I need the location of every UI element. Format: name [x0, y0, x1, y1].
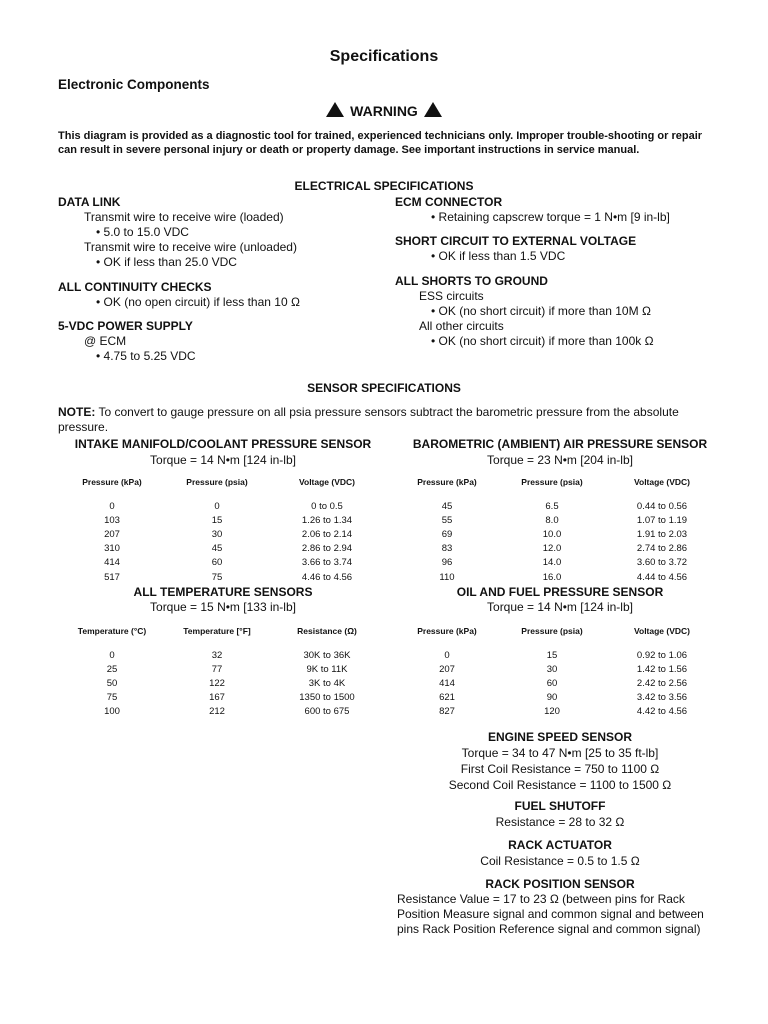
oil-fuel-sensor-torque: Torque = 14 N•m [124 in-lb]	[487, 600, 633, 614]
table-cell: 32	[211, 649, 223, 661]
table-cell: 103	[104, 514, 120, 526]
table-row	[62, 662, 382, 676]
table-cell: 2.42 to 2.56	[636, 677, 688, 689]
table-cell: 0.92 to 1.06	[636, 649, 688, 661]
table-cell: 414	[104, 557, 120, 569]
shorts-ground-other-label: All other circuits	[419, 319, 504, 333]
table-cell: 1350 to 1500	[299, 692, 355, 704]
continuity-value: • OK (no open circuit) if less than 10 Ω	[96, 295, 300, 309]
note-text: To convert to gauge pressure on all psia pressure sensors subtract the barometric pressure from the absolute pressure.	[58, 405, 679, 434]
table-cell: 310	[104, 543, 120, 555]
power-supply-block	[58, 319, 196, 364]
data-link-block	[58, 195, 297, 270]
table-cell: 9K to 11K	[306, 663, 348, 675]
table-cell: 2.74 to 2.86	[636, 543, 688, 555]
table-cell: 83	[441, 543, 453, 555]
table-row	[62, 676, 382, 690]
table-header-cell: Temperature (°C)	[77, 626, 147, 636]
table-row	[62, 499, 382, 513]
table-row	[397, 542, 717, 556]
table-cell: 110	[439, 571, 455, 583]
temperature-sensor-title: ALL TEMPERATURE SENSORS	[133, 585, 313, 599]
table-cell: 25	[106, 663, 118, 675]
table-cell: 4.46 to 4.56	[301, 571, 353, 583]
rack-position-title-wrap	[390, 876, 730, 892]
warning-triangle-icon	[326, 102, 344, 117]
table-row	[397, 648, 717, 662]
data-link-title: DATA LINK	[58, 195, 121, 209]
table-cell: 3.60 to 3.72	[636, 557, 688, 569]
short-external-value: • OK if less than 1.5 VDC	[431, 249, 566, 263]
table-row	[62, 570, 382, 584]
oil-fuel-sensor-title: OIL AND FUEL PRESSURE SENSOR	[456, 585, 664, 599]
warning-label: WARNING	[350, 103, 418, 119]
table-row	[62, 556, 382, 570]
table-cell: 0	[109, 500, 115, 512]
table-cell: 15	[546, 649, 558, 661]
table-cell: 4.44 to 4.56	[636, 571, 688, 583]
table-header-cell: Pressure (kPa)	[82, 477, 142, 487]
section-subtitle: Electronic Components	[58, 77, 210, 92]
table-cell: 60	[546, 677, 558, 689]
table-cell: 2.86 to 2.94	[301, 543, 353, 555]
table-row	[397, 705, 717, 719]
intake-sensor-torque: Torque = 14 N•m [124 in-lb]	[150, 453, 296, 467]
table-cell: 45	[441, 500, 453, 512]
table-cell: 30K to 36K	[303, 649, 351, 661]
table-cell: 600 to 675	[304, 706, 350, 718]
warning-text: This diagram is provided as a diagnostic tool for trained, experienced technicians only. Improper trouble-shooting or repair can result in severe personal injury or death or property damage. See important instructions in service manual.	[58, 130, 703, 156]
table-row	[397, 570, 717, 584]
continuity-title: ALL CONTINUITY CHECKS	[58, 280, 212, 294]
data-link-unloaded-label: Transmit wire to receive wire (unloaded)	[84, 240, 297, 254]
table-cell: 827	[439, 706, 455, 718]
table-cell: 75	[106, 692, 118, 704]
fuel-shutoff-block	[390, 798, 730, 830]
table-header-cell: Pressure (psia)	[521, 626, 583, 636]
power-supply-title: 5-VDC POWER SUPPLY	[58, 319, 193, 333]
table-cell: 0	[444, 649, 450, 661]
table-cell: 2.06 to 2.14	[301, 528, 353, 540]
table-header-cell: Pressure (psia)	[186, 477, 248, 487]
sensor-specs-heading: SENSOR SPECIFICATIONS	[307, 381, 461, 395]
temperature-sensor-torque: Torque = 15 N•m [133 in-lb]	[150, 600, 296, 614]
intake-sensor-title: INTAKE MANIFOLD/COOLANT PRESSURE SENSOR	[74, 437, 372, 451]
rack-position-title: RACK POSITION SENSOR	[485, 877, 635, 891]
ecm-connector-block	[395, 195, 670, 225]
table-cell: 55	[441, 514, 453, 526]
table-cell: 122	[209, 677, 225, 689]
table-cell: 212	[209, 706, 225, 718]
table-cell: 96	[441, 557, 453, 569]
table-cell: 3K to 4K	[308, 677, 346, 689]
table-row	[62, 691, 382, 705]
table-cell: 30	[546, 663, 558, 675]
table-cell: 1.91 to 2.03	[636, 528, 688, 540]
engine-speed-torque: Torque = 34 to 47 N•m [25 to 35 ft-lb]	[461, 746, 659, 760]
table-header-row	[397, 477, 717, 499]
shorts-ground-title: ALL SHORTS TO GROUND	[395, 274, 548, 288]
data-link-loaded-value: • 5.0 to 15.0 VDC	[96, 225, 189, 239]
table-cell: 14.0	[542, 557, 562, 569]
electrical-specs-heading: ELECTRICAL SPECIFICATIONS	[294, 179, 474, 193]
table-row	[397, 676, 717, 690]
page-title: Specifications	[329, 48, 439, 65]
shorts-ground-other-value: • OK (no short circuit) if more than 100k Ω	[431, 334, 654, 348]
table-cell: 77	[211, 663, 223, 675]
temperature-sensor-table	[62, 626, 382, 719]
rack-actuator-title: RACK ACTUATOR	[508, 838, 612, 852]
table-header-cell: Resistance (Ω)	[297, 626, 357, 636]
short-external-title: SHORT CIRCUIT TO EXTERNAL VOLTAGE	[395, 234, 637, 248]
table-row	[62, 542, 382, 556]
table-cell: 3.66 to 3.74	[301, 557, 353, 569]
table-cell: 1.07 to 1.19	[636, 514, 688, 526]
barometric-sensor-table	[397, 477, 717, 584]
table-cell: 30	[211, 528, 223, 540]
fuel-shutoff-resistance: Resistance = 28 to 32 Ω	[495, 815, 625, 829]
table-cell: 517	[104, 571, 120, 583]
warning-heading	[0, 102, 768, 119]
table-cell: 50	[106, 677, 118, 689]
table-row	[397, 513, 717, 527]
rack-position-text: Resistance Value = 17 to 23 Ω (between pins for Rack Position Measure signal and common signal and between pins Rack Position Reference signal and common signal)	[397, 892, 704, 936]
power-supply-location: @ ECM	[84, 334, 127, 348]
table-cell: 4.42 to 4.56	[636, 706, 688, 718]
table-cell: 60	[211, 557, 223, 569]
table-cell: 10.0	[542, 528, 562, 540]
table-row	[397, 499, 717, 513]
table-header-cell: Temperature [°F]	[183, 626, 251, 636]
table-row	[62, 527, 382, 541]
table-cell: 0.44 to 0.56	[636, 500, 688, 512]
continuity-block	[58, 280, 300, 310]
table-cell: 120	[544, 706, 560, 718]
table-cell: 90	[546, 692, 558, 704]
table-cell: 621	[439, 692, 455, 704]
engine-speed-second-coil: Second Coil Resistance = 1100 to 1500 Ω	[448, 778, 672, 792]
table-cell: 69	[441, 528, 453, 540]
table-header-cell: Pressure (psia)	[521, 477, 583, 487]
table-cell: 6.5	[545, 500, 559, 512]
note-paragraph	[58, 405, 720, 435]
table-row	[397, 556, 717, 570]
engine-speed-first-coil: First Coil Resistance = 750 to 1100 Ω	[460, 762, 660, 776]
shorts-ground-block	[395, 274, 654, 349]
table-cell: 0	[214, 500, 220, 512]
shorts-ground-ess-value: • OK (no short circuit) if more than 10M Ω	[431, 304, 651, 318]
table-cell: 1.42 to 1.56	[636, 663, 688, 675]
rack-actuator-resistance: Coil Resistance = 0.5 to 1.5 Ω	[480, 854, 640, 868]
power-supply-value: • 4.75 to 5.25 VDC	[96, 349, 196, 363]
table-row	[62, 648, 382, 662]
ecm-connector-value: • Retaining capscrew torque = 1 N•m [9 in-lb]	[431, 210, 670, 224]
barometric-sensor-torque: Torque = 23 N•m [204 in-lb]	[487, 453, 633, 467]
table-row	[62, 705, 382, 719]
table-row	[397, 662, 717, 676]
table-cell: 12.0	[542, 543, 562, 555]
table-header-cell: Voltage (VDC)	[633, 626, 691, 636]
table-cell: 8.0	[545, 514, 559, 526]
table-cell: 207	[439, 663, 455, 675]
table-cell: 414	[439, 677, 455, 689]
table-cell: 45	[211, 543, 223, 555]
table-header-cell: Voltage (VDC)	[633, 477, 691, 487]
data-link-unloaded-value: • OK if less than 25.0 VDC	[96, 255, 237, 269]
table-cell: 16.0	[542, 571, 562, 583]
barometric-sensor-title: BAROMETRIC (AMBIENT) AIR PRESSURE SENSOR	[412, 437, 708, 451]
table-cell: 0 to 0.5	[311, 500, 343, 512]
table-header-row	[62, 626, 382, 648]
table-cell: 15	[211, 514, 223, 526]
table-header-cell: Pressure (kPa)	[417, 626, 477, 636]
table-row	[397, 691, 717, 705]
shorts-ground-ess-label: ESS circuits	[419, 289, 484, 303]
table-cell: 167	[209, 692, 225, 704]
rack-actuator-block	[390, 837, 730, 869]
table-header-cell: Voltage (VDC)	[298, 477, 356, 487]
note-label: NOTE:	[58, 405, 96, 419]
table-cell: 75	[211, 571, 223, 583]
table-cell: 3.42 to 3.56	[636, 692, 688, 704]
table-cell: 207	[104, 528, 120, 540]
warning-triangle-icon	[424, 102, 442, 117]
oil-fuel-sensor-table	[397, 626, 717, 719]
table-row	[62, 513, 382, 527]
fuel-shutoff-title: FUEL SHUTOFF	[514, 799, 606, 813]
short-external-block	[395, 234, 636, 264]
engine-speed-title: ENGINE SPEED SENSOR	[487, 730, 633, 744]
table-header-row	[397, 626, 717, 648]
ecm-connector-title: ECM CONNECTOR	[395, 195, 503, 209]
table-header-cell: Pressure (kPa)	[417, 477, 477, 487]
table-cell: 100	[104, 706, 120, 718]
engine-speed-block	[390, 729, 730, 793]
table-row	[397, 527, 717, 541]
table-header-row	[62, 477, 382, 499]
table-cell: 0	[109, 649, 115, 661]
intake-sensor-table	[62, 477, 382, 584]
data-link-loaded-label: Transmit wire to receive wire (loaded)	[84, 210, 284, 224]
table-cell: 1.26 to 1.34	[301, 514, 353, 526]
